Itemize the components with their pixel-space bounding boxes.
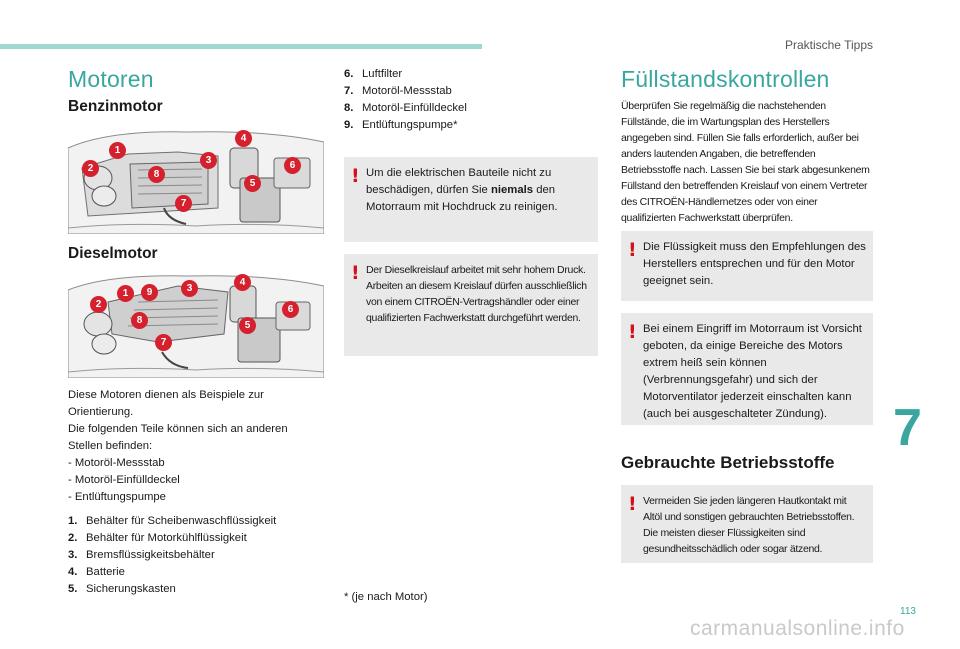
- footnote: * (je nach Motor): [344, 591, 428, 603]
- intro-line: - Entlüftungspumpe: [68, 491, 166, 503]
- list-item: 5. Sicherungskasten: [68, 583, 176, 595]
- petrol-badge-3: 3: [200, 152, 217, 169]
- component-list-1: [68, 513, 328, 598]
- intro-line: - Motoröl-Einfülldeckel: [68, 474, 180, 486]
- warning-icon: !: [351, 262, 360, 284]
- page-number: 113: [900, 606, 916, 617]
- warning-text: Bei einem Eingriff im Motorraum ist Vorsicht geboten, da einige Bereiche des Motors extrem heiß sein können (Verbrennungsgefahr) und sich der Motorventilator jederzeit einschalten kann (auch bei ausgeschalteter Zündung).: [643, 323, 862, 420]
- header-accent-bar: [0, 44, 482, 49]
- intro-line: Orientierung.: [68, 406, 134, 418]
- component-list-2: [344, 66, 594, 134]
- diesel-badge-4: 4: [234, 274, 251, 291]
- warning-box-diesel: [344, 254, 598, 356]
- warning-box-cleaning: [344, 157, 598, 242]
- diesel-badge-9: 9: [141, 284, 158, 301]
- petrol-badge-8: 8: [148, 166, 165, 183]
- diesel-badge-6: 6: [282, 301, 299, 318]
- used-fluids-heading: Gebrauchte Betriebsstoffe: [621, 453, 835, 472]
- diesel-badge-2: 2: [90, 296, 107, 313]
- diesel-badge-5: 5: [239, 317, 256, 334]
- petrol-badge-6: 6: [284, 157, 301, 174]
- intro-line: Stellen befinden:: [68, 440, 153, 452]
- warning-text: Die Flüssigkeit muss den Empfehlungen des Herstellers entsprechen und für den Motor geeignet sein.: [643, 241, 866, 287]
- list-item: 9. Entlüftungspumpe*: [344, 119, 458, 131]
- petrol-badge-7: 7: [175, 195, 192, 212]
- list-item: 6. Luftfilter: [344, 68, 403, 80]
- warning-icon: !: [351, 165, 360, 187]
- list-item: 7. Motoröl-Messstab: [344, 85, 452, 97]
- warning-box-hot-engine: [621, 313, 873, 425]
- intro-line: Die folgenden Teile können sich an anderen: [68, 423, 288, 435]
- diesel-badge-8: 8: [131, 312, 148, 329]
- list-item: 8. Motoröl-Einfülldeckel: [344, 102, 467, 114]
- list-item: 3. Bremsflüssigkeitsbehälter: [68, 549, 215, 561]
- warning-text: Der Dieselkreislauf arbeitet mit sehr hohem Druck. Arbeiten an diesem Kreislauf dürfen ausschließlich von einem CITROËN-Vertragshändler oder einer qualifizierten Fachwerkstatt durchgeführt werden.: [366, 264, 587, 324]
- petrol-engine-diagram: [68, 128, 324, 234]
- petrol-badge-4: 4: [235, 130, 252, 147]
- warning-icon: !: [628, 239, 637, 261]
- section-title: Praktische Tipps: [784, 38, 873, 52]
- warning-text: Vermeiden Sie jeden längeren Hautkontakt mit Altöl und sonstigen gebrauchten Betriebsstoffen. Die meisten dieser Flüssigkeiten sind gesundheitsschädlich oder sogar ätzend.: [643, 495, 855, 555]
- petrol-engine-illustration: [68, 128, 324, 234]
- diesel-badge-7: 7: [155, 334, 172, 351]
- list-item: 2. Behälter für Motorkühlflüssigkeit: [68, 532, 247, 544]
- warning-box-used-fluids: [621, 485, 873, 563]
- intro-line: Diese Motoren dienen als Beispiele zur: [68, 389, 264, 401]
- diesel-heading: Dieselmotor: [68, 245, 158, 262]
- diesel-badge-3: 3: [181, 280, 198, 297]
- warning-box-fluid: [621, 231, 873, 301]
- chapter-number: 7: [893, 399, 922, 457]
- fluid-levels-intro: Überprüfen Sie regelmäßig die nachstehenden Füllstände, die im Wartungsplan des Herstellers angegeben sind. Füllen Sie falls erforderlich, außer bei anders lautenden Angaben, die betreffenden Betriebsstoffe nach. Lassen Sie bei stark abgesunkenem Füllstand den betreffenden Kreislauf von einem Vertreter des CITROËN-Händlernetzes oder von einer qualifizierten Fachwerkstatt überprüfen.: [621, 100, 870, 224]
- fluid-levels-title: Füllstandskontrollen: [621, 66, 830, 92]
- intro-line: - Motoröl-Messstab: [68, 457, 165, 469]
- petrol-badge-1: 1: [109, 142, 126, 159]
- warning-text: Um die elektrischen Bauteile nicht zu beschädigen, dürfen Sie niemals den Motorraum mit Hochdruck zu reinigen.: [366, 167, 558, 213]
- list-item: 4. Batterie: [68, 566, 125, 578]
- diesel-engine-diagram: [68, 272, 324, 378]
- list-item: 1. Behälter für Scheibenwaschflüssigkeit: [68, 515, 277, 527]
- page-title: Motoren: [68, 66, 154, 92]
- warning-icon: !: [628, 321, 637, 343]
- petrol-heading: Benzinmotor: [68, 98, 163, 115]
- warning-icon: !: [628, 493, 637, 515]
- engine-intro: [68, 387, 318, 506]
- petrol-badge-2: 2: [82, 160, 99, 177]
- petrol-badge-5: 5: [244, 175, 261, 192]
- watermark: carmanualsonline.info: [690, 617, 905, 640]
- diesel-badge-1: 1: [117, 285, 134, 302]
